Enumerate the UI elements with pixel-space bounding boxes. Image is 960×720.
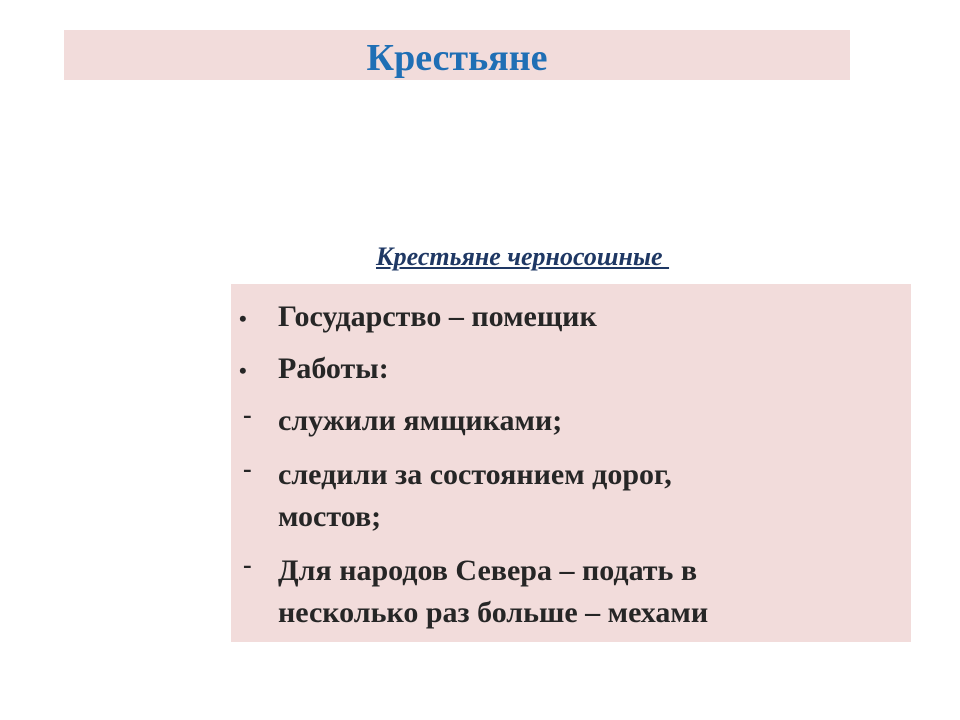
list-item-text-line2: несколько раз больше – мехами (278, 596, 709, 629)
bullet-marker: • (239, 358, 247, 383)
list-item-text-line1: Для народов Севера – подать в (278, 554, 698, 587)
list-item-text: Работы: (278, 352, 389, 385)
bullet-marker: • (239, 306, 247, 331)
dash-marker: - (243, 454, 252, 483)
list-item-text-line2: мостов; (278, 500, 382, 533)
content-box (231, 284, 911, 642)
list-item-text: Государство – помещик (278, 300, 597, 333)
dash-marker: - (243, 550, 252, 579)
list-item-text-line1: следили за состоянием дорог, (278, 458, 672, 491)
list-item-text: служили ямщиками; (278, 404, 563, 437)
slide-subtitle: Крестьяне черносошные (376, 242, 670, 271)
dash-marker: - (243, 400, 252, 429)
slide-title: Крестьяне (366, 37, 548, 79)
